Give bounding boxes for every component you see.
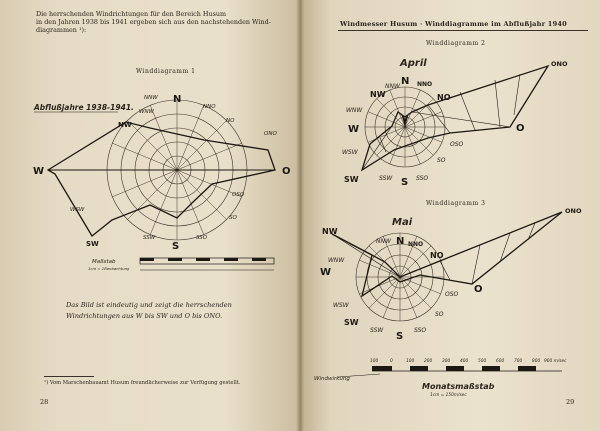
page-header: Windmesser Husum · Winddiagramme im Abflußjahr 1940 [340, 20, 567, 28]
diagram1-years: Abflußjahre 1938-1941. [34, 103, 134, 112]
dir-label-NO: NO [437, 93, 451, 102]
dir-label-WNW: WNW [139, 109, 154, 115]
scale-sub: 1cm = 1Beobachtung [88, 266, 130, 271]
scale-tick: 100 [406, 359, 415, 364]
page-number-left: 28 [40, 398, 49, 406]
scale-tick: 100 [370, 359, 379, 364]
dir-label-WSW: WSW [342, 149, 358, 156]
scale-tick: 0 [390, 359, 393, 364]
intro-line: in den Jahren 1938 bis 1941 ergeben sich aus den nachstehenden Wind- [36, 18, 271, 27]
dir-label-O: O [282, 166, 291, 177]
scale-tick: 200 [424, 359, 433, 364]
dir-label-O: O [516, 123, 525, 134]
scale-tick: 400 [460, 359, 469, 364]
scale-left-label: Windwirkung [314, 376, 350, 382]
diagram2-month: April [400, 58, 427, 69]
scale-sub: 1cm = 150m/sec [430, 393, 467, 398]
dir-label-WNW: WNW [346, 107, 363, 114]
dir-label-O: O [474, 284, 483, 295]
scale-title: Monatsmaßstab [422, 382, 495, 391]
dir-label-NNO: NNO [203, 104, 216, 110]
dir-label-SO: SO [229, 215, 237, 221]
dir-label-OSO: OSO [445, 291, 459, 298]
dir-label-SO: SO [437, 157, 446, 164]
dir-label-S: S [396, 331, 404, 342]
dir-label-SSO: SSO [414, 327, 427, 334]
conclusion-paragraph [66, 300, 286, 322]
dir-label-NNO: NNO [417, 81, 433, 88]
diagram1-caption: Winddiagramm 1 [136, 68, 196, 75]
diagram2-caption: Winddiagramm 2 [426, 40, 486, 47]
dir-label-SSO: SSO [196, 235, 208, 241]
dir-label-N: N [396, 236, 405, 247]
dir-label-SW: SW [344, 175, 359, 184]
scale-tick: 600 [496, 359, 505, 364]
dir-label-WSW: WSW [333, 302, 349, 309]
intro-line: diagrammen ¹): [36, 26, 87, 35]
dir-label-WSW: WSW [70, 207, 85, 213]
dir-label-NW: NW [322, 227, 338, 236]
dir-label-W: W [33, 166, 45, 177]
dir-label-SSW: SSW [143, 235, 156, 241]
scale-label: Maßstab [92, 259, 116, 265]
wind-diagrams-2-3 [300, 0, 600, 431]
dir-label-S: S [401, 177, 409, 188]
dir-label-NNW: NNW [144, 95, 158, 101]
dir-label-W: W [348, 124, 360, 135]
dir-label-SSW: SSW [379, 175, 393, 182]
dir-label-S: S [172, 241, 180, 252]
scale-tick: 800 [532, 359, 541, 364]
page-number-right: 29 [566, 398, 575, 406]
diagram3-caption: Winddiagramm 3 [426, 200, 486, 207]
dir-label-WNW: WNW [328, 257, 345, 264]
month-scale [314, 358, 567, 398]
dir-label-NO: NO [226, 118, 235, 124]
body-line: Windrichtungen aus W bis SW und O bis ONO. [66, 312, 223, 320]
dir-label-OSO: OSO [450, 141, 464, 148]
diagram3-month: Mai [392, 217, 413, 228]
dir-label-NNW: NNW [376, 238, 391, 245]
book-fold [296, 0, 304, 431]
dir-label-ONO: ONO [551, 60, 568, 68]
wind-diagram-3 [320, 207, 582, 342]
dir-label-SSO: SSO [416, 175, 429, 182]
dir-label-ONO: ONO [264, 131, 277, 137]
dir-label-NNO: NNO [408, 241, 424, 248]
dir-label-SW: SW [86, 240, 99, 248]
scale-tick: 300 [442, 359, 451, 364]
wind-diagram-1 [0, 0, 300, 300]
dir-label-N: N [401, 76, 410, 87]
dir-label-OSO: OSO [232, 192, 245, 198]
scale-tick: 700 [514, 359, 523, 364]
scale-tick: 500 [478, 359, 487, 364]
scale-tick: 900 m/sec [544, 359, 567, 364]
body-line: Das Bild ist eindeutig und zeigt die herrschenden [66, 301, 232, 309]
footnote: ¹) Vom Marschenbauamt Husum freundlicherweise zur Verfügung gestellt. [44, 380, 241, 386]
dir-label-SW: SW [344, 318, 359, 327]
dir-label-N: N [173, 94, 182, 105]
scale-bar [140, 258, 274, 270]
intro-line: Die herrschenden Windrichtungen für den Bereich Husum [36, 10, 227, 18]
right-page [300, 0, 600, 431]
dir-label-NW: NW [118, 121, 132, 129]
dir-label-SSW: SSW [370, 327, 384, 334]
dir-label-NW: NW [370, 90, 386, 99]
dir-label-ONO: ONO [565, 207, 582, 215]
dir-label-W: W [320, 267, 332, 278]
wind-diagram-2 [342, 58, 568, 188]
dir-label-NO: NO [430, 251, 444, 260]
dir-label-NNW: NNW [385, 83, 400, 90]
dir-label-SO: SO [435, 311, 444, 318]
footnote-rule [44, 376, 94, 377]
